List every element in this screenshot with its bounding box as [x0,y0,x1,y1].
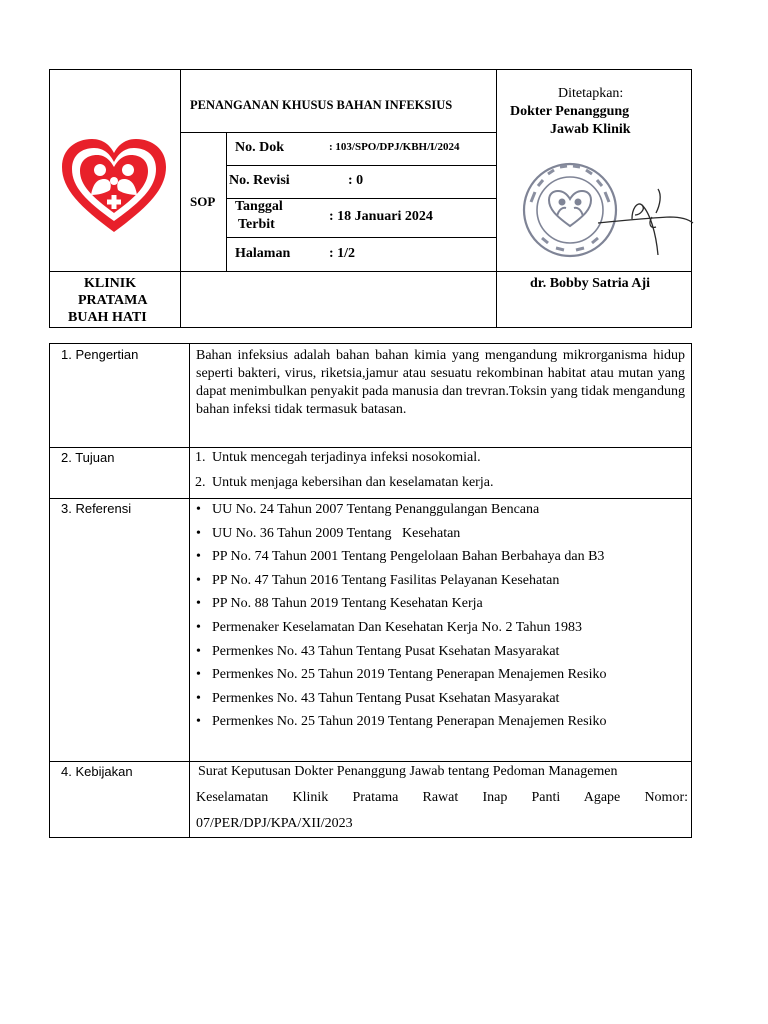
bullet-marker: • [196,596,201,612]
signature [590,183,695,258]
kebijakan-line-2: Keselamatan Klinik Pratama Rawat Inap Panti Agape Nomor: [196,790,688,805]
doctor-name: dr. Bobby Satria Aji [530,276,651,291]
referensi-item-text: Permenkes No. 43 Tahun Tentang Pusat Ksehatan Masyarakat [212,643,560,659]
bullet-marker: • [196,667,201,683]
clinic-name-line-2: PRATAMA [78,293,148,308]
dpj-line-2: Jawab Klinik [550,122,631,137]
tujuan-label: 2. Tujuan [61,450,115,465]
bullet-marker: • [196,714,201,730]
list-item [196,616,607,640]
halaman-value: : 1/2 [329,246,356,261]
sop-label: SOP [190,194,216,209]
content-label-divider [189,343,190,838]
header-title-underline [180,132,496,133]
referensi-item-text: UU No. 24 Tahun 2007 Tentang Penanggulangan Bencana [212,502,540,517]
list-item [196,663,607,687]
referensi-item-text: Permenkes No. 43 Tahun Tentang Pusat Ksehatan Masyarakat [212,690,560,706]
list-item [196,640,607,664]
referensi-item-text: PP No. 74 Tahun 2001 Tentang Pengelolaan Bahan Berbahaya dan B3 [212,549,605,565]
referensi-label: 3. Referensi [61,501,132,516]
ditetapkan-label: Ditetapkan: [558,86,624,101]
list-item [196,592,607,616]
header-divider-right [496,69,497,328]
tanggal-label-1: Tanggal [235,199,283,214]
list-item [196,687,607,711]
bullet-marker: • [196,525,201,541]
referensi-item-text: UU No. 36 Tahun 2009 Tentang Kesehatan [212,525,461,541]
kebijakan-line-1: Surat Keputusan Dokter Penanggung Jawab tentang Pedoman Managemen [198,764,618,779]
halaman-label: Halaman [235,246,291,261]
kebijakan-label: 4. Kebijakan [61,764,133,779]
header-row-line-3 [226,237,496,238]
list-item [196,710,607,734]
tanggal-label-2: Terbit [238,217,275,232]
dpj-line-1: Dokter Penanggung [510,104,630,119]
referensi-item-text: Permenkes No. 25 Tahun 2019 Tentang Penerapan Menajemen Resiko [212,667,607,683]
bullet-marker: • [196,619,201,635]
pengertian-text: Bahan infeksius adalah bahan bahan kimia yang mengandung mikrorganisma hidup seperti bakteri, virus, riketsia,jamur atau sesuatu rekombinan habitat atau mutan yang dapat menimbulkan penyakit pada manusia dan trevran.Toksin yang tidak mengandung bahan infeksi tidak termasuk batasan. [196,348,685,417]
bullet-marker: • [196,643,201,659]
bullet-marker: • [196,690,201,706]
tujuan-item-1: Untuk mencegah terjadinya infeksi nosokomial. [212,450,481,465]
header-divider-left [180,69,181,328]
list-item [196,498,607,522]
tujuan-marker-2: 2. [195,475,206,490]
header-row-line-1 [226,165,496,166]
no-revisi-label: No. Revisi [229,173,290,188]
list-item [196,545,607,569]
no-dok-value: : 103/SPO/DPJ/KBH/I/2024 [329,141,460,153]
row-line-tujuan [49,447,692,448]
pengertian-label: 1. Pengertian [61,347,139,362]
list-item [196,522,607,546]
tujuan-marker-1: 1. [195,450,206,465]
referensi-item-text: Permenkes No. 25 Tahun 2019 Tentang Penerapan Menajemen Resiko [212,714,607,730]
clinic-logo [60,137,168,237]
clinic-name-line-3: BUAH HATI [68,310,147,325]
tujuan-item-2: Untuk menjaga kebersihan dan keselamatan kerja. [212,475,494,490]
referensi-item-text: Permenaker Keselamatan Dan Kesehatan Kerja No. 2 Tahun 1983 [212,619,583,635]
document-title: PENANGANAN KHUSUS BAHAN INFEKSIUS [190,98,453,112]
bullet-marker: • [196,549,201,565]
row-line-kebijakan [49,761,692,762]
header-divider-sop [226,132,227,271]
clinic-name-line-1: KLINIK [84,276,137,291]
referensi-list [196,498,607,734]
bullet-marker: • [196,502,201,517]
tanggal-value: : 18 Januari 2024 [329,209,433,224]
referensi-item-text: PP No. 47 Tahun 2016 Tentang Fasilitas Pelayanan Kesehatan [212,572,560,588]
referensi-item-text: PP No. 88 Tahun 2019 Tentang Kesehatan Kerja [212,596,483,612]
kebijakan-line-3: 07/PER/DPJ/KPA/XII/2023 [196,816,353,831]
no-revisi-value: : 0 [348,173,364,188]
bullet-marker: • [196,572,201,588]
header-bottom-line [49,271,692,272]
list-item [196,569,607,593]
no-dok-label: No. Dok [235,140,285,155]
